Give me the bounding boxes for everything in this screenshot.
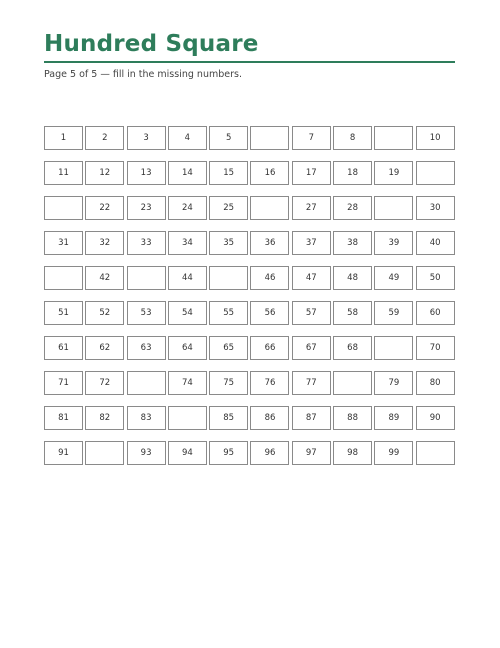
grid-row xyxy=(44,336,455,360)
number-cell: 82 xyxy=(85,406,124,430)
number-cell: 8 xyxy=(333,126,372,150)
number-cell: 51 xyxy=(44,301,83,325)
number-cell: 85 xyxy=(209,406,248,430)
number-cell: 49 xyxy=(374,266,413,290)
number-cell: 10 xyxy=(416,126,455,150)
grid-row xyxy=(44,161,455,185)
number-cell: 67 xyxy=(292,336,331,360)
number-cell: 3 xyxy=(127,126,166,150)
number-cell: 75 xyxy=(209,371,248,395)
number-cell: 17 xyxy=(292,161,331,185)
number-cell: 19 xyxy=(374,161,413,185)
number-cell: 25 xyxy=(209,196,248,220)
number-cell: 88 xyxy=(333,406,372,430)
number-cell: 99 xyxy=(374,441,413,465)
number-cell: 30 xyxy=(416,196,455,220)
number-cell: 58 xyxy=(333,301,372,325)
number-cell: 50 xyxy=(416,266,455,290)
number-cell: 63 xyxy=(127,336,166,360)
number-cell: 87 xyxy=(292,406,331,430)
blank-number-cell[interactable] xyxy=(44,196,83,220)
number-cell: 23 xyxy=(127,196,166,220)
number-cell: 15 xyxy=(209,161,248,185)
page-instructions: Page 5 of 5 — fill in the missing numbers. xyxy=(44,69,242,80)
number-cell: 68 xyxy=(333,336,372,360)
grid-row xyxy=(44,126,455,150)
number-cell: 1 xyxy=(44,126,83,150)
number-cell: 5 xyxy=(209,126,248,150)
number-cell: 74 xyxy=(168,371,207,395)
number-cell: 32 xyxy=(85,231,124,255)
number-cell: 13 xyxy=(127,161,166,185)
grid-row xyxy=(44,406,455,430)
blank-number-cell[interactable] xyxy=(168,406,207,430)
number-cell: 64 xyxy=(168,336,207,360)
number-cell: 65 xyxy=(209,336,248,360)
number-cell: 90 xyxy=(416,406,455,430)
number-cell: 4 xyxy=(168,126,207,150)
blank-number-cell[interactable] xyxy=(416,161,455,185)
number-cell: 57 xyxy=(292,301,331,325)
number-cell: 70 xyxy=(416,336,455,360)
hundred-square-grid xyxy=(44,126,455,476)
number-cell: 48 xyxy=(333,266,372,290)
number-cell: 52 xyxy=(85,301,124,325)
number-cell: 44 xyxy=(168,266,207,290)
number-cell: 77 xyxy=(292,371,331,395)
number-cell: 59 xyxy=(374,301,413,325)
number-cell: 54 xyxy=(168,301,207,325)
title-underline xyxy=(44,61,455,63)
grid-row xyxy=(44,371,455,395)
blank-number-cell[interactable] xyxy=(209,266,248,290)
blank-number-cell[interactable] xyxy=(127,266,166,290)
number-cell: 24 xyxy=(168,196,207,220)
number-cell: 96 xyxy=(250,441,289,465)
grid-row xyxy=(44,231,455,255)
number-cell: 31 xyxy=(44,231,83,255)
number-cell: 2 xyxy=(85,126,124,150)
blank-number-cell[interactable] xyxy=(85,441,124,465)
number-cell: 60 xyxy=(416,301,455,325)
blank-number-cell[interactable] xyxy=(250,196,289,220)
number-cell: 47 xyxy=(292,266,331,290)
number-cell: 28 xyxy=(333,196,372,220)
number-cell: 39 xyxy=(374,231,413,255)
number-cell: 46 xyxy=(250,266,289,290)
number-cell: 91 xyxy=(44,441,83,465)
grid-row xyxy=(44,196,455,220)
number-cell: 40 xyxy=(416,231,455,255)
number-cell: 35 xyxy=(209,231,248,255)
number-cell: 83 xyxy=(127,406,166,430)
number-cell: 37 xyxy=(292,231,331,255)
blank-number-cell[interactable] xyxy=(416,441,455,465)
grid-row xyxy=(44,301,455,325)
number-cell: 95 xyxy=(209,441,248,465)
number-cell: 42 xyxy=(85,266,124,290)
blank-number-cell[interactable] xyxy=(333,371,372,395)
blank-number-cell[interactable] xyxy=(127,371,166,395)
blank-number-cell[interactable] xyxy=(250,126,289,150)
number-cell: 97 xyxy=(292,441,331,465)
number-cell: 71 xyxy=(44,371,83,395)
number-cell: 80 xyxy=(416,371,455,395)
grid-row xyxy=(44,441,455,465)
page-title: Hundred Square xyxy=(44,31,259,57)
number-cell: 98 xyxy=(333,441,372,465)
number-cell: 22 xyxy=(85,196,124,220)
number-cell: 36 xyxy=(250,231,289,255)
number-cell: 14 xyxy=(168,161,207,185)
number-cell: 79 xyxy=(374,371,413,395)
number-cell: 38 xyxy=(333,231,372,255)
number-cell: 53 xyxy=(127,301,166,325)
number-cell: 12 xyxy=(85,161,124,185)
number-cell: 61 xyxy=(44,336,83,360)
number-cell: 81 xyxy=(44,406,83,430)
number-cell: 34 xyxy=(168,231,207,255)
grid-row xyxy=(44,266,455,290)
number-cell: 55 xyxy=(209,301,248,325)
number-cell: 27 xyxy=(292,196,331,220)
number-cell: 16 xyxy=(250,161,289,185)
blank-number-cell[interactable] xyxy=(374,336,413,360)
number-cell: 94 xyxy=(168,441,207,465)
number-cell: 33 xyxy=(127,231,166,255)
number-cell: 93 xyxy=(127,441,166,465)
number-cell: 72 xyxy=(85,371,124,395)
blank-number-cell[interactable] xyxy=(44,266,83,290)
number-cell: 18 xyxy=(333,161,372,185)
blank-number-cell[interactable] xyxy=(374,196,413,220)
blank-number-cell[interactable] xyxy=(374,126,413,150)
number-cell: 86 xyxy=(250,406,289,430)
number-cell: 89 xyxy=(374,406,413,430)
number-cell: 7 xyxy=(292,126,331,150)
number-cell: 76 xyxy=(250,371,289,395)
number-cell: 11 xyxy=(44,161,83,185)
number-cell: 62 xyxy=(85,336,124,360)
number-cell: 56 xyxy=(250,301,289,325)
number-cell: 66 xyxy=(250,336,289,360)
